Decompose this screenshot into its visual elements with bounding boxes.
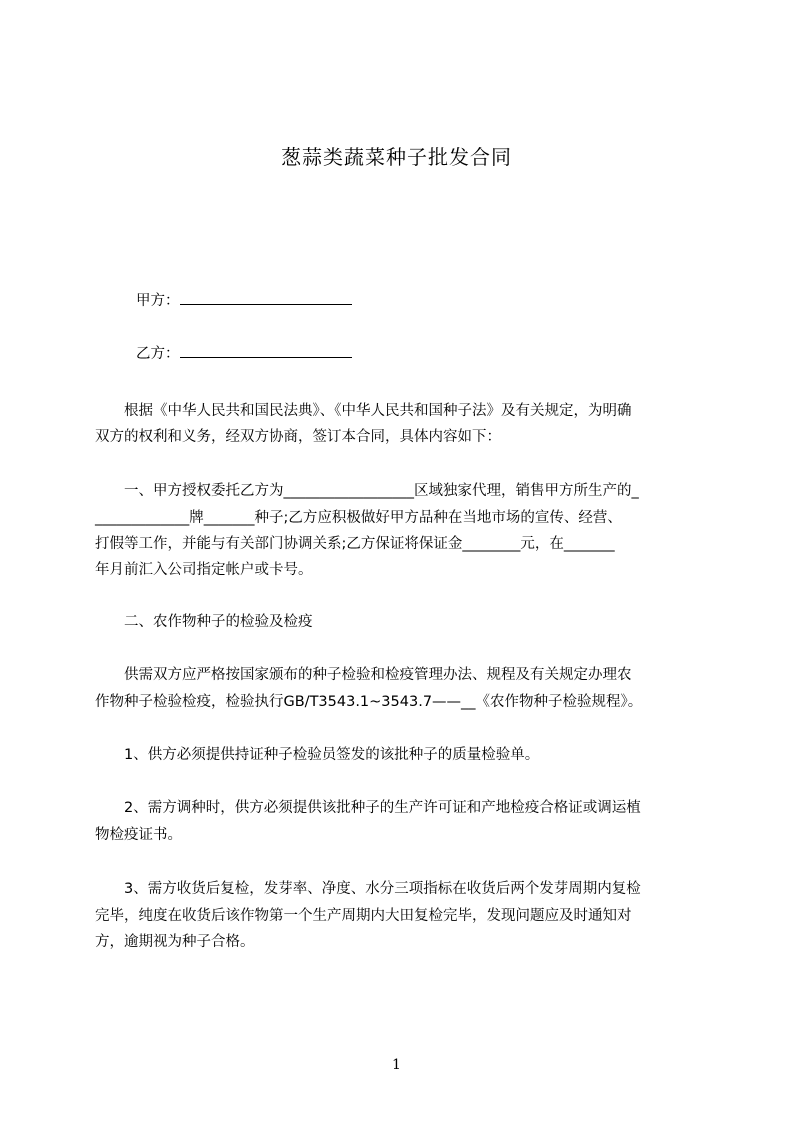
section-2-body-line-2: 作物种子检验检疫，检验执行GB/T3543.1~3543.7——__《农作物种子检验规程》。 [95,694,643,710]
party-b-label: 乙方： [136,346,180,362]
page-title: 葱蒜类蔬菜种子批发合同 [281,145,512,169]
item-3-line-1: 3、需方收货后复检，发芽率、净度、水分三项指标在收货后两个发芽周期内复检 [95,881,641,897]
section-2-body-line-1: 供需双方应严格按国家颁布的种子检验和检疫管理办法、规程及有关规定办理农 [95,667,632,683]
page-number: 1 [392,1057,401,1073]
item-3-line-2: 完毕，纯度在收货后该作物第一个生产周期内大田复检完毕，发现问题应及时通知对 [95,908,632,924]
clause-1-line-3: 打假等工作，并能与有关部门协调关系;乙方保证将保证金________元，在_______ [95,536,615,552]
party-a-blank [180,290,352,305]
party-b-blank [180,343,352,358]
clause-1-line-2: _____________牌_______种子;乙方应积极做好甲方品种在当地市场的宣传、经营、 [95,510,622,526]
party-a-label: 甲方： [136,293,180,309]
item-2-line-2: 物检疫证书。 [95,827,182,843]
section-2-heading: 二、农作物种子的检验及检疫 [95,614,313,630]
item-2-line-1: 2、需方调种时，供方必须提供该批种子的生产许可证和产地检疫合格证或调运植 [95,800,641,816]
clause-1-line-4: 年月前汇入公司指定帐户或卡号。 [95,562,313,578]
intro-line-2: 双方的权利和义务，经双方协商，签订本合同，具体内容如下： [95,429,501,445]
party-b-line [136,341,756,367]
intro-line-1: 根据《中华人民共和国民法典》、《中华人民共和国种子法》及有关规定，为明确 [95,403,632,419]
clause-1-line-1: 一、甲方授权委托乙方为__________________区域独家代理，销售甲方所生产的_ [95,483,639,499]
item-1: 1、供方必须提供持证种子检验员签发的该批种子的质量检验单。 [95,747,540,763]
item-3-line-3: 方，逾期视为种子合格。 [95,934,255,950]
party-a-line [136,288,756,314]
